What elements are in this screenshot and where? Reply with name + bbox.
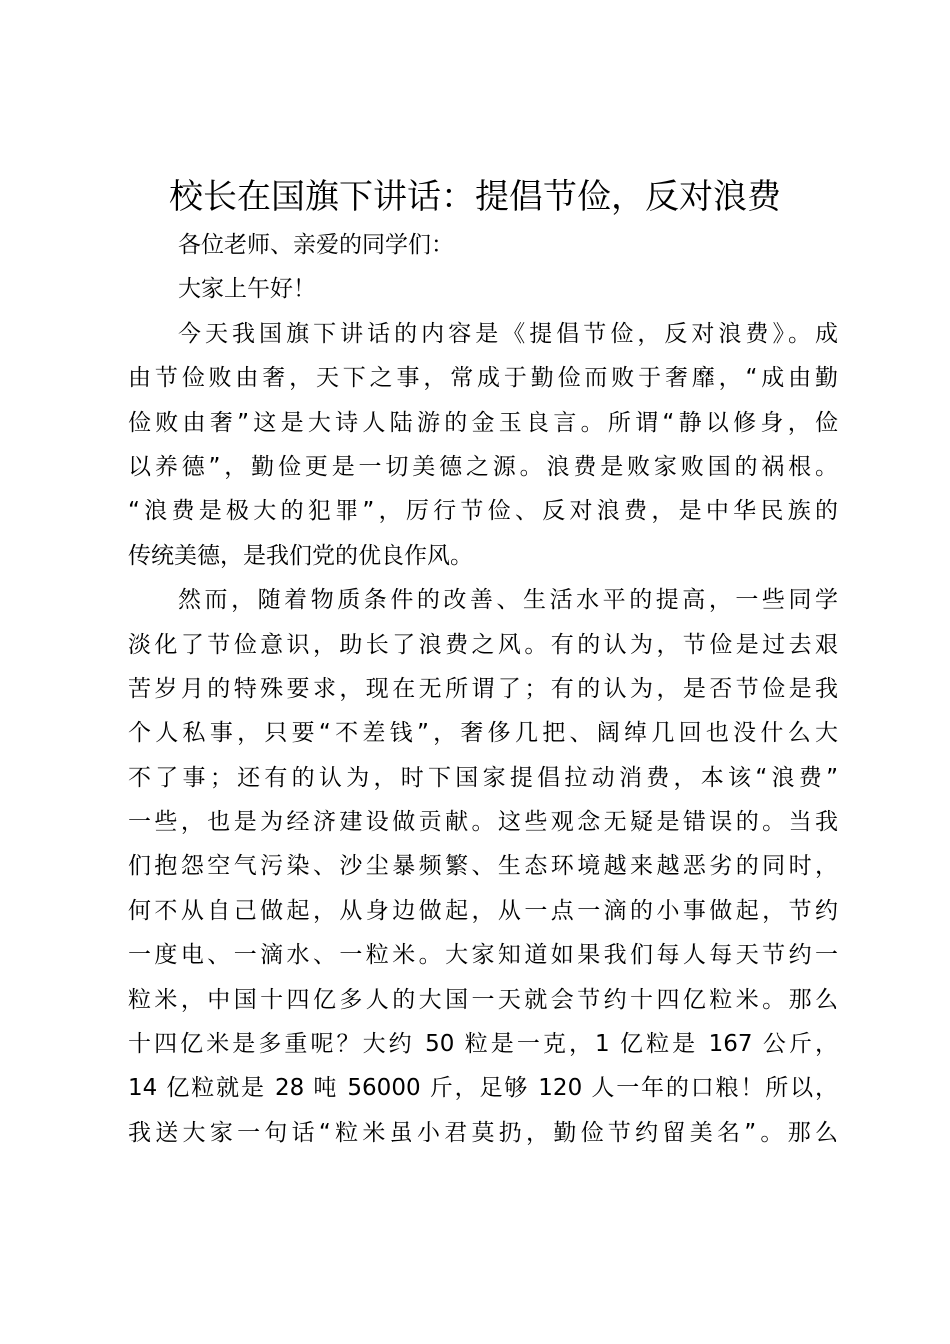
document-body: [128, 223, 838, 1155]
greeting-line: 大家上午好！: [178, 276, 316, 303]
paragraph-2-line: 淡化了节俭意识，助长了浪费之风。有的认为，节俭是过去艰: [128, 631, 838, 658]
paragraph-1-line: 今天我国旗下讲话的内容是《提倡节俭，反对浪费》。成: [178, 320, 838, 347]
paragraph-2-line: 苦岁月的特殊要求，现在无所谓了；有的认为，是否节俭是我: [128, 675, 838, 702]
paragraph-2-line: 们抱怨空气污染、沙尘暴频繁、生态环境越来越恶劣的同时，: [128, 853, 838, 880]
paragraph-1-line: “浪费是极大的犯罪”，厉行节俭、反对浪费，是中华民族的: [128, 498, 838, 525]
paragraph-1-line: 俭败由奢”这是大诗人陆游的金玉良言。所谓“静以修身，俭: [128, 409, 838, 436]
paragraph-1-line: 以养德”，勤俭更是一切美德之源。浪费是败家败国的祸根。: [128, 453, 838, 480]
paragraph-2-line: 我送大家一句话“粒米虽小君莫扔，勤俭节约留美名”。那么: [128, 1119, 838, 1146]
paragraph-2-line: 个人私事，只要“不差钱”，奢侈几把、阔绰几回也没什么大: [128, 720, 838, 747]
paragraph-1-line: 传统美德，是我们党的优良作风。: [128, 542, 473, 569]
paragraph-2-line: 一些，也是为经济建设做贡献。这些观念无疑是错误的。当我: [128, 809, 838, 836]
paragraph-2-line: 何不从自己做起，从身边做起，从一点一滴的小事做起，节约: [128, 897, 838, 924]
paragraph-2-line: 一度电、一滴水、一粒米。大家知道如果我们每人每天节约一: [128, 942, 838, 969]
paragraph-1-line: 由节俭败由奢，天下之事，常成于勤俭而败于奢靡，“成由勤: [128, 365, 838, 392]
paragraph-2-line: 不了事；还有的认为，时下国家提倡拉动消费，本该“浪费”: [128, 764, 838, 791]
paragraph-2-line: 十四亿米是多重呢？大约 50 粒是一克，1 亿粒是 167 公斤，: [128, 1031, 838, 1058]
paragraph-2-line: 然而，随着物质条件的改善、生活水平的提高，一些同学: [178, 587, 838, 614]
document-title: 校长在国旗下讲话：提倡节俭，反对浪费: [169, 177, 781, 217]
paragraph-2-line: 14 亿粒就是 28 吨 56000 斤，足够 120 人一年的口粮！所以，: [128, 1075, 838, 1102]
salutation-line: 各位老师、亲爱的同学们：: [178, 232, 454, 258]
paragraph-2-line: 粒米，中国十四亿多人的大国一天就会节约十四亿粒米。那么: [128, 986, 838, 1013]
